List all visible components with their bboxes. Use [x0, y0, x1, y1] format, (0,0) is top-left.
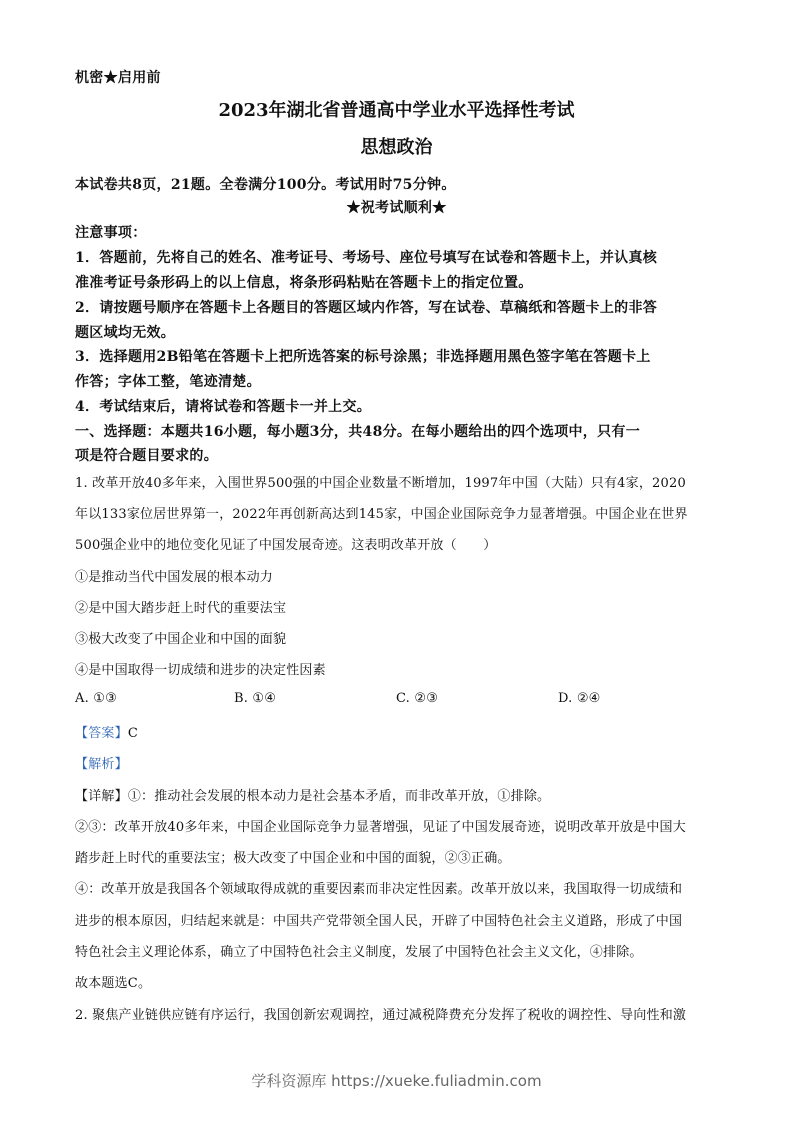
notice-line: 题区域均无效。 [75, 325, 176, 341]
detail-line: ②③：改革开放40多年来，中国企业国际竞争力显著增强，见证了中国发展奇迹，说明改革开放是中国大 [75, 820, 686, 835]
exam-info: 本试卷共8页，21题。全卷满分100分。考试用时75分钟。 [75, 177, 456, 193]
detail-line: 进步的根本原因，归结起来就是：中国共产党带领全国人民，开辟了中国特色社会主义道路，形成了中国 [75, 914, 683, 929]
secret-mark: 机密★启用前 [75, 70, 161, 86]
notice-line: 1．答题前，先将自己的姓名、准考证号、考场号、座位号填写在试卷和答题卡上，并认真核 [75, 250, 658, 266]
answer-value: C [127, 726, 138, 741]
detail-tag: 【详解】 [75, 789, 128, 804]
exam-title: 2023年湖北省普通高中学业水平选择性考试 [218, 100, 575, 121]
statement-item: ③极大改变了中国企业和中国的面貌 [75, 632, 287, 647]
notice-line: 2．请按题号顺序在答题卡上各题目的答题区域内作答，写在试卷、草稿纸和答题卡上的非答 [75, 300, 658, 316]
section-heading: 项是符合题目要求的。 [75, 448, 218, 464]
statement-item: ①是推动当代中国发展的根本动力 [75, 570, 274, 585]
question-stem: 2. 聚焦产业链供应链有序运行，我国创新宏观调控，通过减税降费充分发挥了税收的调控性、导向性和激 [75, 1008, 687, 1023]
good-luck-line: ★祝考试顺利★ [346, 200, 447, 216]
notice-line: 4．考试结束后，请将试卷和答题卡一并上交。 [75, 399, 372, 415]
detail-line: 特色社会主义理论体系，确立了中国特色社会主义制度，发展了中国特色社会主义文化，④排除。 [75, 945, 643, 960]
answer-line [75, 722, 138, 741]
footer-watermark: 学科资源库 https://xueke.fuliadmin.com [251, 1072, 542, 1090]
option-c: C. ②③ [396, 691, 439, 706]
notice-line: 作答；字体工整，笔迹清楚。 [75, 374, 261, 390]
notice-line: 3．选择题用2B铅笔在答题卡上把所选答案的标号涂黑；非选择题用黑色签字笔在答题卡上 [75, 349, 651, 365]
detail-line: 故本题选C。 [75, 976, 152, 991]
question-stem: 年以133家位居世界第一，2022年再创新高达到145家，中国企业国际竞争力显著增强。中国企业在世界 [75, 507, 688, 522]
notice-heading: 注意事项： [75, 225, 147, 241]
notice-line: 准准考证号条形码上的以上信息，将条形码粘贴在答题卡上的指定位置。 [75, 275, 533, 291]
answer-tag: 【答案】 [75, 726, 128, 741]
option-d: D. ②④ [558, 691, 601, 706]
statement-item: ②是中国大踏步赶上时代的重要法宝 [75, 601, 287, 616]
option-b: B. ①④ [234, 691, 277, 706]
detail-line: ④：改革开放是我国各个领域取得成就的重要因素而非决定性因素。改革开放以来，我国取得一切成绩和 [75, 882, 683, 897]
option-a: A. ①③ [75, 691, 117, 706]
question-stem: 500强企业中的地位变化见证了中国发展奇迹。这表明改革开放（ ） [75, 538, 497, 553]
question-stem: 1. 改革开放40多年来，入围世界500强的中国企业数量不断增加，1997年中国（大陆）只有4家，2020 [75, 476, 686, 491]
section-heading: 一、选择题：本题共16小题，每小题3分，共48分。在每小题给出的四个选项中，只有一 [75, 424, 641, 440]
analysis-tag: 【解析】 [75, 757, 128, 772]
detail-text: ①：推动社会发展的根本动力是社会基本矛盾，而非改革开放，①排除。 [127, 789, 551, 804]
detail-line [75, 785, 550, 804]
detail-line: 踏步赶上时代的重要法宝；极大改变了中国企业和中国的面貌，②③正确。 [75, 851, 511, 866]
statement-item: ④是中国取得一切成绩和进步的决定性因素 [75, 663, 326, 678]
subject-title: 思想政治 [360, 137, 433, 158]
